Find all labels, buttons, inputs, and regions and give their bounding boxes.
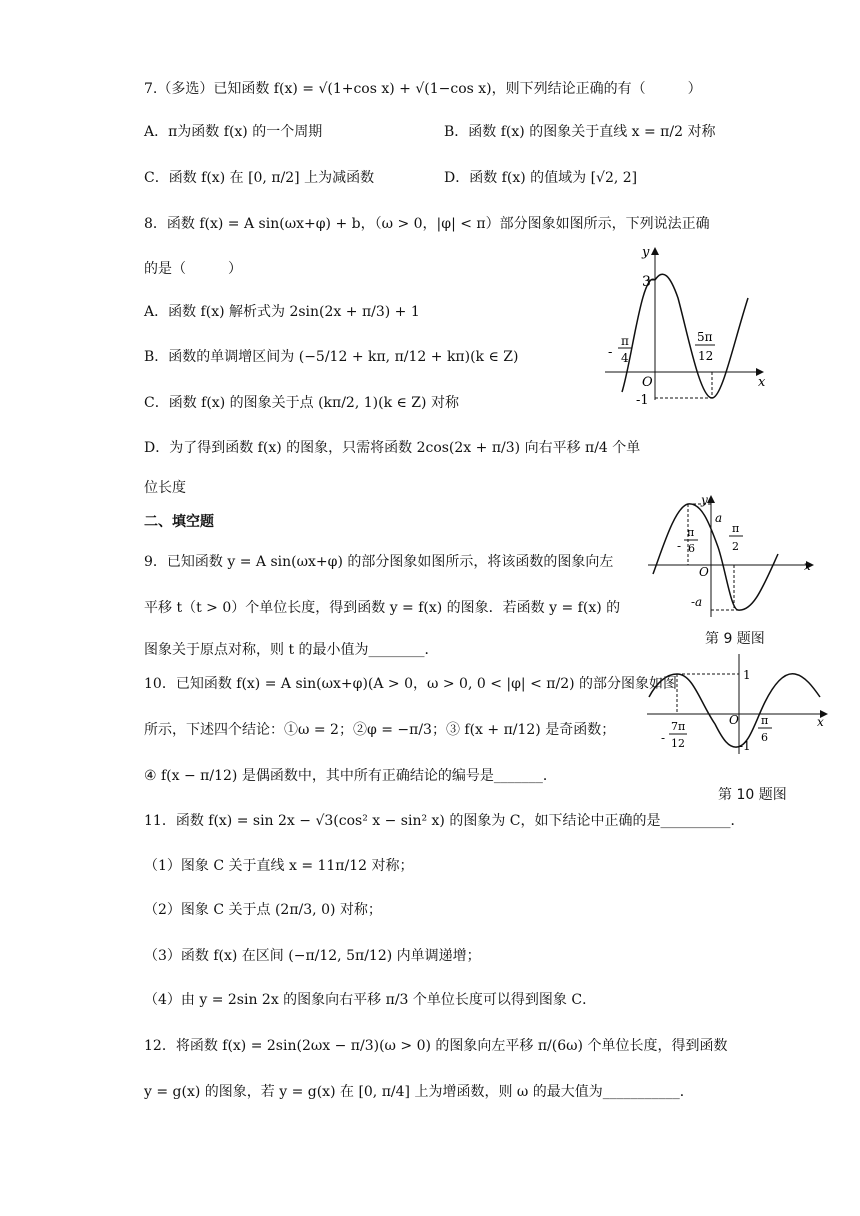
q12-line1: 12．将函数 f(x) = 2sin(2ωx − π/3)(ω > 0) 的图象向左平移 π/(6ω) 个单位长度，得到函数 (144, 1038, 728, 1054)
right-tick-num: 5π (697, 330, 713, 344)
q10-line3: ④ f(x − π/12) 是偶函数中，其中所有正确结论的编号是_______． (144, 768, 557, 784)
y-label: y (642, 245, 650, 260)
left-tick-sign: - (608, 345, 613, 360)
q7-option-d[interactable]: D．函数 f(x) 的值域为 [√2, 2] (444, 170, 638, 186)
q12-line2: y = g(x) 的图象，若 y = g(x) 在 [0, π/4] 上为增函数，则 ω 的最大值为___________． (144, 1084, 694, 1100)
min-label: -1 (636, 393, 649, 408)
q7-stem: 7.（多选）已知函数 f(x) = √(1+cos x) + √(1−cos x)，则下列结论正确的有（ ） (144, 81, 702, 97)
sine-curve (622, 274, 748, 398)
q9-caption: 第 9 题图 (705, 631, 765, 647)
q8-option-d-line2: 位长度 (144, 480, 186, 496)
q8-option-a[interactable]: A．函数 f(x) 解析式为 2sin(2x + π/3) + 1 (144, 304, 420, 320)
q10-graph (645, 652, 830, 757)
q7-option-a[interactable]: A．π为函数 f(x) 的一个周期 (144, 124, 323, 140)
q8-stem-line2: 的是（ ） (144, 261, 242, 277)
left-tick-num: π (621, 334, 629, 348)
q10-line2: 所示，下述四个结论：①ω = 2；②φ = −π/3；③ f(x + π/12) 是奇函数； (144, 722, 616, 738)
tick2-den: 2 (732, 540, 739, 553)
q8-stem-line1: 8．函数 f(x) = A sin(ωx+φ) + b，（ω > 0，|φ| < π）部分图象如图所示，下列说法正确 (144, 216, 710, 232)
origin-label: O (642, 375, 653, 390)
q11-item-3: （3）函数 f(x) 在区间 (−π/12, 5π/12) 内单调递增； (144, 948, 481, 964)
q7-option-b[interactable]: B．函数 f(x) 的图象关于直线 x = π/2 对称 (444, 124, 716, 140)
y-label: y (701, 493, 708, 507)
q8-graph (600, 240, 775, 410)
tick1-den: 6 (688, 542, 695, 555)
q9-line3: 图象关于原点对称，则 t 的最小值为________． (144, 642, 439, 658)
q9-line1: 9．已知函数 y = A sin(ωx+φ) 的部分图象如图所示，将该函数的图象向左 (144, 554, 614, 570)
tick1-sign: - (677, 539, 682, 553)
x-label: x (817, 715, 824, 729)
q11-stem: 11．函数 f(x) = sin 2x − √3(cos² x − sin² x) 的图象为 C，如下结论中正确的是__________． (144, 813, 745, 829)
tick2-den: 6 (761, 731, 768, 744)
q8-option-c[interactable]: C．函数 f(x) 的图象关于点 (kπ/2, 1)(k ∈ Z) 对称 (144, 395, 459, 411)
q8-option-d-line1[interactable]: D．为了得到函数 f(x) 的图象，只需将函数 2cos(2x + π/3) 向右平移 π/4 个单 (144, 440, 641, 456)
q11-item-1: （1）图象 C 关于直线 x = 11π/12 对称； (144, 858, 414, 874)
tick1-sign: - (661, 731, 666, 745)
q11-item-2: （2）图象 C 关于点 (2π/3, 0) 对称； (144, 902, 382, 918)
tick1-num: π (687, 526, 695, 539)
one-label: 1 (743, 668, 751, 682)
a-label: a (715, 511, 723, 525)
q11-item-4: （4）由 y = 2sin 2x 的图象向右平移 π/3 个单位长度可以得到图象 C． (144, 992, 597, 1008)
x-label: x (758, 375, 766, 390)
x-label: x (804, 559, 811, 573)
q7-option-c[interactable]: C．函数 f(x) 在 [0, π/2] 上为减函数 (144, 170, 375, 186)
tick1-num: 7π (671, 720, 686, 733)
q9-graph (643, 492, 818, 622)
tick2-num: π (761, 714, 769, 727)
q10-line1: 10．已知函数 f(x) = A sin(ωx+φ)(A > 0，ω > 0, 0 < |φ| < π/2) 的部分图象如图 (144, 676, 678, 692)
tick1-den: 12 (671, 737, 685, 750)
section-heading: 二、填空题 (144, 514, 214, 530)
origin-label: O (699, 565, 709, 579)
q9-line2: 平移 t（t > 0）个单位长度，得到函数 y = f(x) 的图象．若函数 y = f(x) 的 (144, 600, 621, 616)
right-tick-den: 12 (698, 349, 714, 363)
tick2-num: π (732, 522, 740, 535)
q8-option-b[interactable]: B．函数的单调增区间为 (−5/12 + kπ, π/12 + kπ)(k ∈ Z) (144, 349, 519, 365)
origin-label: O (729, 713, 739, 727)
left-tick-den: 4 (621, 351, 629, 365)
q10-caption: 第 10 题图 (718, 787, 787, 803)
max-label: 3 (642, 274, 651, 290)
neg-one-label: -1 (739, 739, 751, 753)
neg-a-label: -a (691, 595, 703, 609)
